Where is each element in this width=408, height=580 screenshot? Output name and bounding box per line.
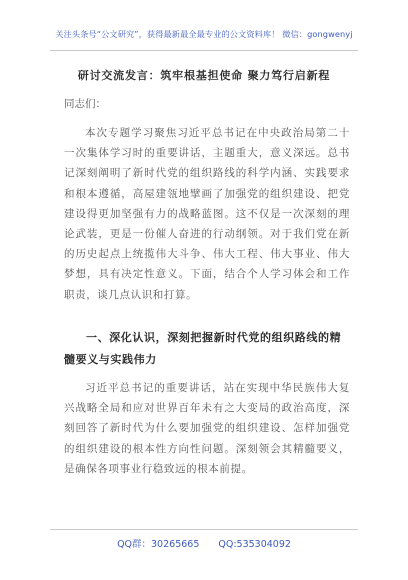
footer-divider	[50, 529, 358, 530]
header-divider	[50, 50, 358, 51]
salutation: 同志们：	[64, 98, 106, 110]
header-banner: 关注头条号“公文研究”，获得最新最全最专业的公文资料库！ 微信：gongwenyj	[55, 29, 353, 39]
body-paragraph-2: 习近平总书记的重要讲话，站在实现中华民族伟大复兴战略全局和应对世界百年未有之大变局的政治高度，深刻回答了新时代为什么要加强党的组织建设、怎样加强党的组织建设的根本性方向性问题。深刻领会其精髓要义，是确保各项事业行稳致远的根本前提。	[64, 382, 350, 475]
document-title: 研讨交流发言：筑牢根基担使命 聚力笃行启新程	[77, 69, 331, 82]
footer-contact: QQ群：30265665 QQ:535304092	[117, 539, 291, 550]
body-paragraph-1: 本次专题学习聚焦习近平总书记在中央政治局第二十一次集体学习时的重要讲话，主题重大，意义深远。总书记深刻阐明了新时代党的组织路线的科学内涵、实践要求和根本遵循，高屋建瓴地擘画了加强党的组织建设、把党建设得更加坚强有力的战略蓝图。这不仅是一次深刻的理论武装，更是一份催人奋进的行动纲领。对于我们党在新的历史起点上统揽伟大斗争、伟大工程、伟大事业、伟大梦想，具有决定性意义。下面，结合个人学习体会和工作职责，谈几点认识和打算。	[64, 127, 350, 301]
section-heading-1: 一、深化认识，深刻把握新时代党的组织路线的精髓要义与实践伟力	[64, 331, 342, 366]
